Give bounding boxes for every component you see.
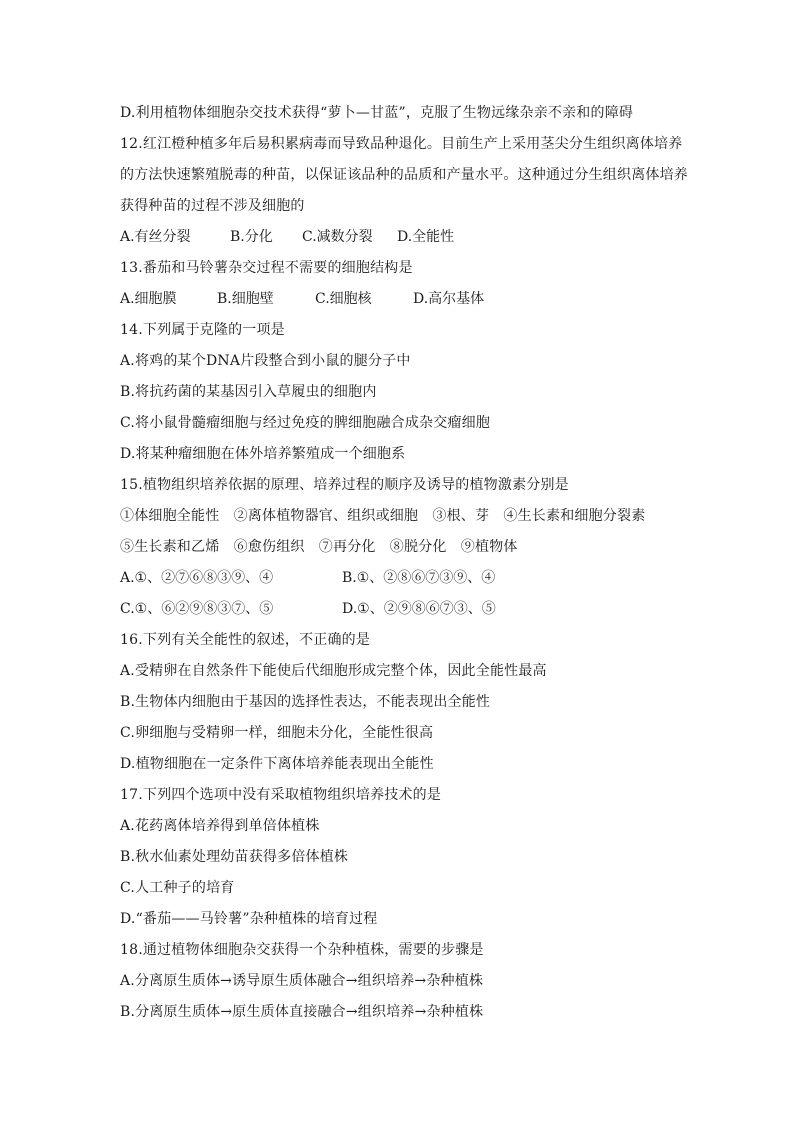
q15-option-a: A.①、②⑦⑥⑧③⑨、④ (120, 570, 274, 586)
q13-option-d: D.高尔基体 (413, 291, 485, 307)
q16-option-b: B.生物体内细胞由于基因的选择性表达，不能表现出全能性 (120, 694, 491, 710)
q13-option-c: C.细胞核 (315, 291, 372, 307)
q13-stem: 13.番茄和马铃薯杂交过程不需要的细胞结构是 (120, 260, 413, 276)
q17-stem: 17.下列四个选项中没有采取植物组织培养技术的是 (120, 787, 442, 803)
q16-stem: 16.下列有关全能性的叙述，不正确的是 (120, 632, 371, 648)
q13-option-b: B.细胞壁 (217, 291, 274, 307)
q12-stem-line1: 12.红江橙种植多年后易积累病毒而导致品种退化。目前生产上采用茎尖分生组织离体培养 (120, 136, 683, 152)
q17-option-c: C.人工种子的培育 (120, 880, 235, 896)
q15-items-line2: ⑤生长素和乙烯 ⑥愈伤组织 ⑦再分化 ⑧脱分化 ⑨植物体 (120, 539, 518, 555)
q14-option-c: C.将小鼠骨髓瘤细胞与经过免疫的脾细胞融合成杂交瘤细胞 (120, 415, 491, 431)
q12-option-b: B.分化 (230, 229, 273, 245)
q12-option-a: A.有丝分裂 (120, 229, 191, 245)
q12-stem-line2: 的方法快速繁殖脱毒的种苗，以保证该品种的品质和产量水平。这种通过分生组织离体培养 (120, 167, 688, 183)
q18-option-b: B.分离原生质体→原生质体直接融合→组织培养→杂种植株 (120, 1004, 484, 1020)
q12-option-d: D.全能性 (397, 229, 455, 245)
q14-stem: 14.下列属于克隆的一项是 (120, 322, 285, 338)
q16-option-c: C.卵细胞与受精卵一样，细胞未分化，全能性很高 (120, 725, 434, 741)
q16-option-d: D.植物细胞在一定条件下离体培养能表现出全能性 (120, 756, 434, 772)
q12-option-c: C.减数分裂 (302, 229, 373, 245)
q16-option-a: A.受精卵在自然条件下能使后代细胞形成完整个体，因此全能性最高 (120, 663, 547, 679)
q17-option-b: B.秋水仙素处理幼苗获得多倍体植株 (120, 849, 349, 865)
q13-option-a: A.细胞膜 (120, 291, 177, 307)
q18-stem: 18.通过植物体细胞杂交获得一个杂种植株，需要的步骤是 (120, 942, 484, 958)
q14-option-a: A.将鸡的某个DNA片段整合到小鼠的腿分子中 (120, 353, 411, 369)
q15-stem: 15.植物组织培养依据的原理、培养过程的顺序及诱导的植物激素分别是 (120, 477, 569, 493)
q17-option-d: D.“番茄——马铃薯”杂种植株的培育过程 (120, 911, 378, 927)
q12-stem-line3: 获得种苗的过程不涉及细胞的 (120, 198, 305, 214)
q15-items-line1: ①体细胞全能性 ②离体植物器官、组织或细胞 ③根、芽 ④生长素和细胞分裂素 (120, 508, 646, 524)
q14-option-d: D.将某种瘤细胞在体外培养繁殖成一个细胞系 (120, 446, 406, 462)
q15-option-c: C.①、⑥②⑨⑧③⑦、⑤ (120, 601, 274, 617)
q18-option-a: A.分离原生质体→诱导原生质体融合→组织培养→杂种植株 (120, 973, 484, 989)
q11-option-d: D.利用植物体细胞杂交技术获得“萝卜—甘蓝”，克服了生物远缘杂亲不亲和的障碍 (120, 105, 634, 121)
q15-option-d: D.①、②⑨⑧⑥⑦③、⑤ (342, 601, 496, 617)
q14-option-b: B.将抗药菌的某基因引入草履虫的细胞内 (120, 384, 377, 400)
q17-option-a: A.花药离体培养得到单倍体植株 (120, 818, 320, 834)
q15-option-b: B.①、②⑧⑥⑦③⑨、④ (342, 570, 496, 586)
